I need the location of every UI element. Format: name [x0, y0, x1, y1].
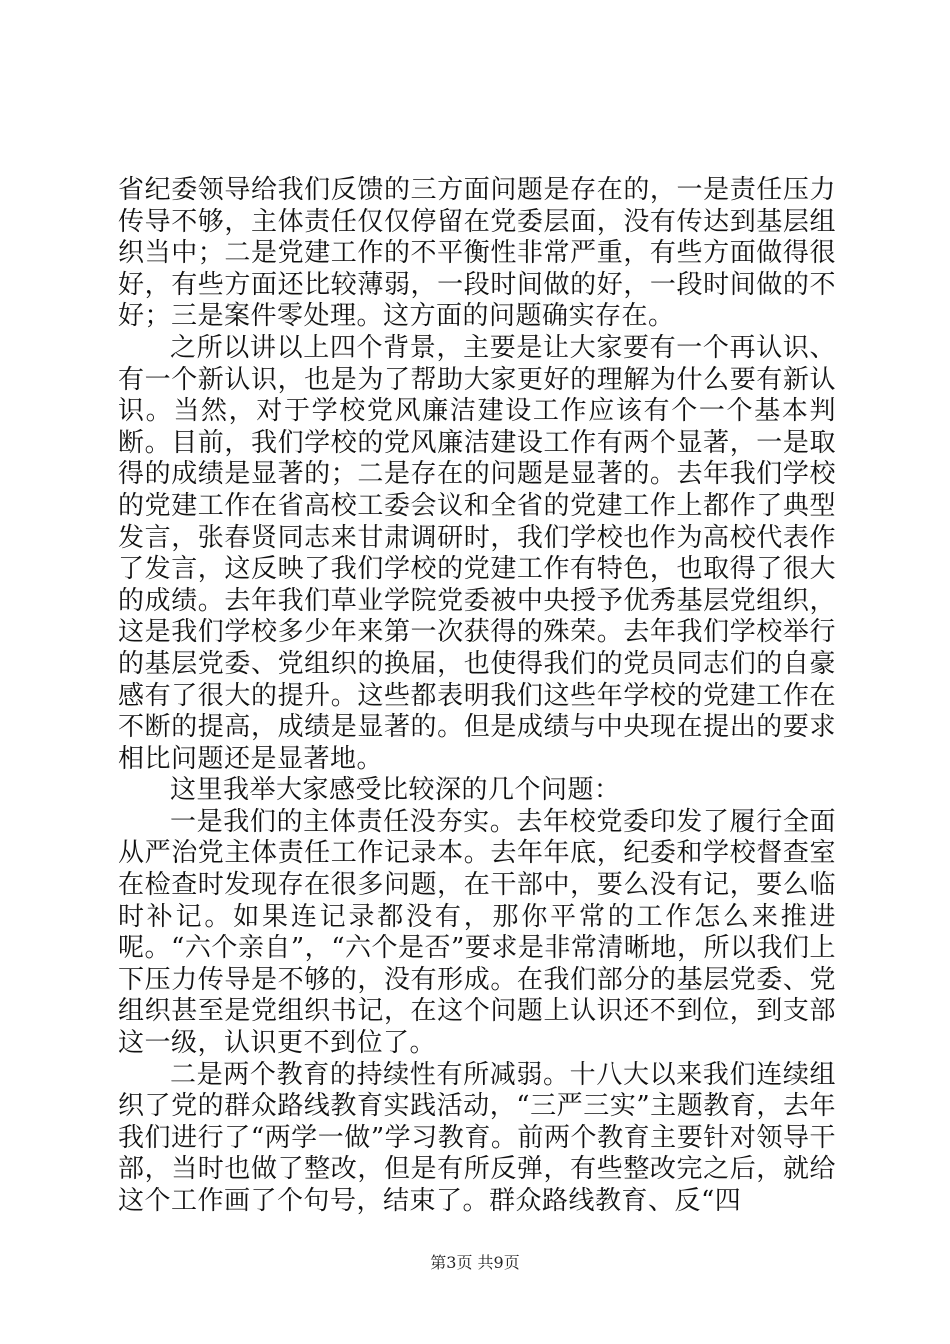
paragraph-4: 一是我们的主体责任没夯实。去年校党委印发了履行全面从严治党主体责任工作记录本。去年年底，纪委和学校督查室在检查时发现存在很多问题，在干部中，要么没有记，要么临时补记。如果连记录都没有，那你平常的工作怎么来推进呢。“六个亲自”，“六个是否”要求是非常清晰地，所以我们上下压力传导是不够的，没有形成。在我们部分的基层党委、党组织甚至是党组织书记，在这个问题上认识还不到位，到支部这一级，认识更不到位了。: [118, 806, 836, 1059]
paragraph-3: 这里我举大家感受比较深的几个问题：: [170, 775, 621, 806]
paragraph-5: 二是两个教育的持续性有所减弱。十八大以来我们连续组织了党的群众路线教育实践活动，“三严三实”主题教育，去年我们进行了“两学一做”学习教育。前两个教育主要针对领导干部，当时也做了整改，但是有所反弹，有些整改完之后，就给这个工作画了个句号，结束了。群众路线教育、反“四: [118, 1059, 836, 1216]
paragraph-1: 省纪委领导给我们反馈的三方面问题是存在的，一是责任压力传导不够，主体责任仅仅停留在党委层面，没有传达到基层组织当中；二是党建工作的不平衡性非常严重，有些方面做得很好，有些方面还比较薄弱，一段时间做的好，一段时间做的不好；三是案件零处理。这方面的问题确实存在。: [118, 175, 836, 332]
paragraph-2: 之所以讲以上四个背景，主要是让大家要有一个再认识、有一个新认识，也是为了帮助大家更好的理解为什么要有新认识。当然，对于学校党风廉洁建设工作应该有个一个基本判断。目前，我们学校的党风廉洁建设工作有两个显著，一是取得的成绩是显著的；二是存在的问题是显著的。去年我们学校的党建工作在省高校工委会议和全省的党建工作上都作了典型发言，张春贤同志来甘肃调研时，我们学校也作为高校代表作了发言，这反映了我们学校的党建工作有特色，也取得了很大的成绩。去年我们草业学院党委被中央授予优秀基层党组织，这是我们学校多少年来第一次获得的殊荣。去年我们学校举行的基层党委、党组织的换届，也使得我们的党员同志们的自豪感有了很大的提升。这些都表明我们这些年学校的党建工作在不断的提高，成绩是显著的。但是成绩与中央现在提出的要求相比问题还是显著地。: [118, 332, 836, 774]
document-body: [118, 175, 836, 1218]
page-footer: 第3页 共9页: [430, 1253, 520, 1272]
